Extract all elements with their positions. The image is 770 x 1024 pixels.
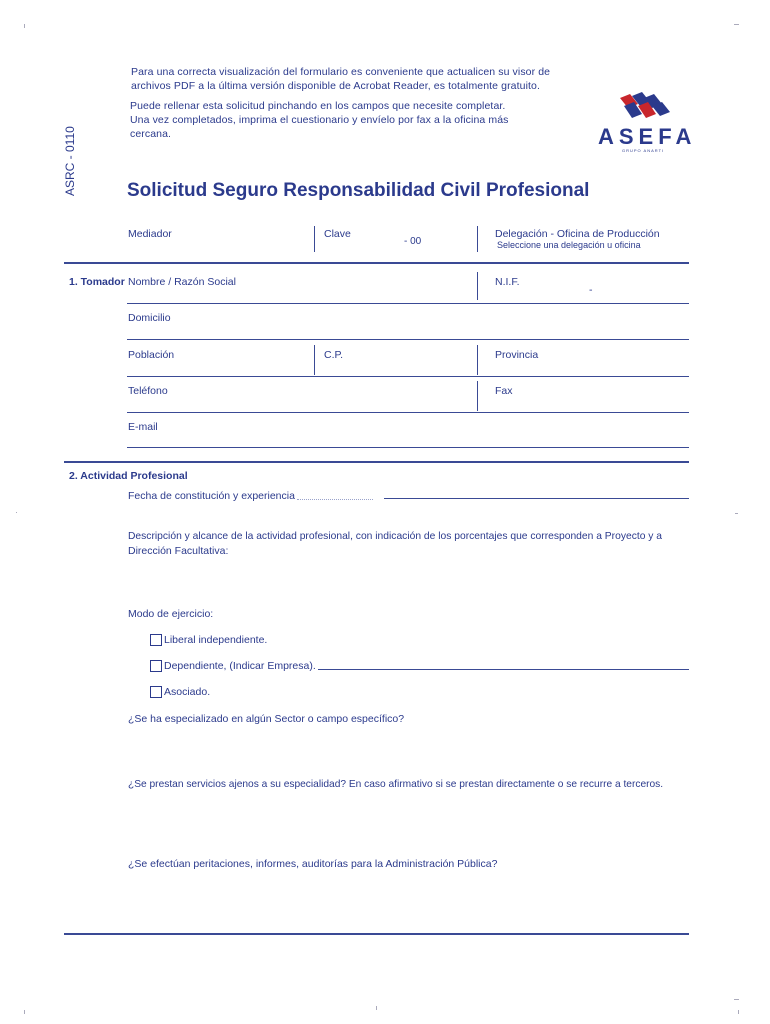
nif-label: N.I.F. bbox=[495, 276, 520, 288]
especializado-field[interactable] bbox=[128, 730, 692, 774]
logo-subtitle: GRUPO ANARTI bbox=[622, 148, 665, 153]
crop-mark bbox=[738, 1010, 739, 1014]
mediador-field[interactable] bbox=[128, 240, 312, 254]
nif-value[interactable]: - bbox=[589, 284, 593, 296]
telefono-field[interactable] bbox=[128, 397, 472, 411]
fecha-label: Fecha de constitución y experiencia bbox=[128, 490, 295, 502]
email-label: E-mail bbox=[128, 421, 158, 433]
intro-line: cercana. bbox=[130, 128, 172, 140]
divider bbox=[477, 226, 478, 252]
asociado-checkbox[interactable] bbox=[150, 686, 162, 698]
telefono-label: Teléfono bbox=[128, 385, 168, 397]
servicios-field[interactable] bbox=[128, 796, 692, 855]
clave-value[interactable]: - 00 bbox=[404, 236, 422, 247]
divider bbox=[477, 345, 478, 375]
provincia-label: Provincia bbox=[495, 349, 539, 361]
form-code: ASRC - 0110 bbox=[63, 126, 77, 196]
divider bbox=[64, 933, 689, 935]
dependiente-label: Dependiente, (Indicar Empresa). bbox=[164, 660, 316, 672]
mediador-label: Mediador bbox=[128, 228, 172, 240]
divider bbox=[64, 461, 689, 463]
servicios-question: ¿Se prestan servicios ajenos a su especialidad? En caso afirmativo si se prestan directamente o se recurre a terceros. bbox=[128, 779, 664, 790]
section-1-title: 1. Tomador bbox=[69, 276, 125, 288]
dotted-leader bbox=[297, 499, 373, 500]
divider bbox=[127, 412, 689, 413]
liberal-label: Liberal independiente. bbox=[164, 634, 268, 646]
asociado-label: Asociado. bbox=[164, 686, 211, 698]
crop-mark bbox=[24, 1010, 25, 1014]
dependiente-checkbox[interactable] bbox=[150, 660, 162, 672]
crop-mark bbox=[735, 513, 738, 514]
divider bbox=[127, 339, 689, 340]
email-field[interactable] bbox=[128, 433, 687, 447]
peritaciones-question: ¿Se efectúan peritaciones, informes, auditorías para la Administración Pública? bbox=[128, 858, 498, 870]
divider bbox=[127, 303, 689, 304]
crop-mark bbox=[376, 1006, 377, 1010]
descripcion-line: Dirección Facultativa: bbox=[128, 545, 229, 557]
crop-mark bbox=[24, 24, 25, 28]
intro-text bbox=[131, 65, 550, 141]
divider bbox=[64, 262, 689, 264]
provincia-field[interactable] bbox=[495, 361, 689, 375]
descripcion-label bbox=[128, 530, 690, 558]
crop-mark bbox=[734, 24, 739, 25]
empresa-field[interactable] bbox=[318, 657, 693, 671]
delegacion-label: Delegación - Oficina de Producción bbox=[495, 228, 660, 240]
section-2-title: 2. Actividad Profesional bbox=[69, 470, 188, 482]
asefa-logo-icon bbox=[612, 92, 672, 122]
domicilio-label: Domicilio bbox=[128, 312, 171, 324]
clave-label: Clave bbox=[324, 228, 351, 240]
especializado-question: ¿Se ha especializado en algún Sector o campo específico? bbox=[128, 713, 405, 725]
cp-field[interactable] bbox=[324, 361, 473, 375]
delegacion-select[interactable]: Seleccione una delegación u oficina bbox=[497, 240, 641, 250]
divider bbox=[314, 226, 315, 252]
liberal-checkbox[interactable] bbox=[150, 634, 162, 646]
page-title: Solicitud Seguro Responsabilidad Civil Profesional bbox=[127, 180, 590, 201]
crop-mark bbox=[734, 999, 739, 1000]
fecha-field[interactable] bbox=[384, 486, 693, 500]
intro-line: archivos PDF a la última versión disponible de Acrobat Reader, es totalmente gratuito. bbox=[131, 80, 540, 92]
divider bbox=[477, 381, 478, 411]
nombre-label: Nombre / Razón Social bbox=[128, 276, 236, 288]
divider bbox=[314, 345, 315, 375]
modo-label: Modo de ejercicio: bbox=[128, 608, 214, 620]
divider bbox=[477, 272, 478, 300]
divider bbox=[127, 447, 689, 448]
peritaciones-field[interactable] bbox=[128, 875, 692, 929]
fax-label: Fax bbox=[495, 385, 513, 397]
cp-label: C.P. bbox=[324, 349, 344, 361]
intro-line: Para una correcta visualización del formulario es conveniente que actualicen su visor de bbox=[131, 66, 551, 78]
crop-mark bbox=[16, 512, 17, 513]
fax-field[interactable] bbox=[495, 397, 689, 411]
descripcion-line: Descripción y alcance de la actividad profesional, con indicación de los porcentajes que corresponden a Proyecto y a bbox=[128, 531, 663, 542]
intro-line: Una vez completados, imprima el cuestionario y envíelo por fax a la oficina más bbox=[130, 114, 509, 126]
poblacion-label: Población bbox=[128, 349, 175, 361]
nombre-field[interactable] bbox=[128, 288, 472, 302]
descripcion-field[interactable] bbox=[128, 562, 692, 606]
poblacion-field[interactable] bbox=[128, 361, 312, 375]
intro-line: Puede rellenar esta solicitud pinchando en los campos que necesite completar. bbox=[130, 100, 506, 112]
divider bbox=[127, 376, 689, 377]
domicilio-field[interactable] bbox=[128, 324, 687, 338]
logo-name: ASEFA bbox=[598, 124, 697, 149]
